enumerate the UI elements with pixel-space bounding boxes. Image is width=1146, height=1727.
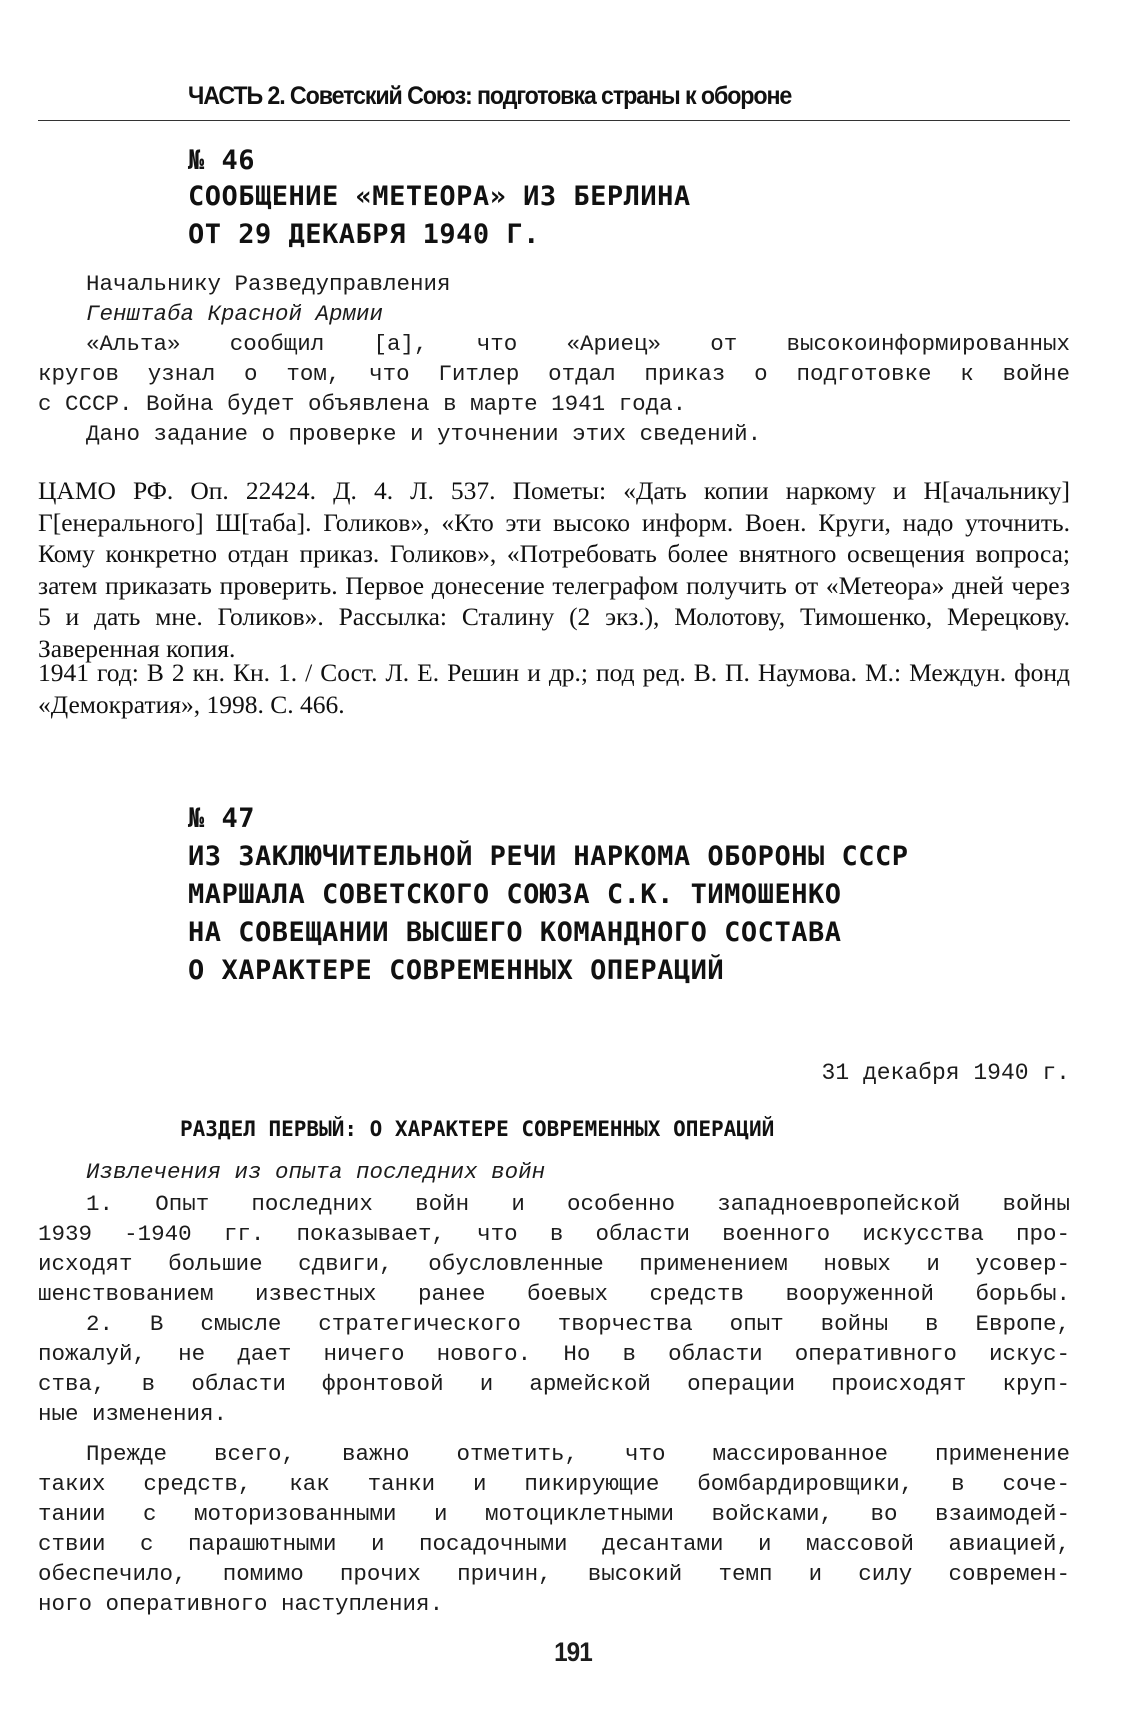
- doc47-para3-line: ствии с парашютными и посадочными десантами и массовой авиацией,: [38, 1531, 1070, 1557]
- doc47-number: № 47: [188, 803, 256, 834]
- doc46-addressee-line2: Генштаба Красной Армии: [86, 301, 384, 327]
- doc47-para2-line: ства, в области фронтовой и армейской операции происходят круп-: [38, 1371, 1070, 1397]
- doc47-para1-line: 1939 -1940 гг. показывает, что в области военного искусства про-: [38, 1221, 1070, 1247]
- doc47-date: 31 декабря 1940 г.: [821, 1060, 1070, 1086]
- doc47-section-heading: РАЗДЕЛ ПЕРВЫЙ: О ХАРАКТЕРЕ СОВРЕМЕННЫХ ОПЕРАЦИЙ: [180, 1117, 775, 1141]
- doc46-body-line: «Альта» сообщил [а], что «Ариец» от высокоинформированных: [86, 331, 1070, 357]
- page-number: 191: [554, 1637, 592, 1667]
- doc46-number: № 46: [188, 145, 256, 176]
- doc47-para2-line: ные изменения.: [38, 1401, 228, 1427]
- doc47-title-line: НА СОВЕЩАНИИ ВЫСШЕГО КОМАНДНОГО СОСТАВА: [188, 917, 842, 948]
- doc46-task-line: Дано задание о проверке и уточнении этих сведений.: [86, 421, 762, 447]
- doc47-para3-line: Прежде всего, важно отметить, что массированное применение: [86, 1441, 1070, 1467]
- doc46-title-line: ОТ 29 ДЕКАБРЯ 1940 Г.: [188, 219, 540, 250]
- doc46-title-line: СООБЩЕНИЕ «МЕТЕОРА» ИЗ БЕРЛИНА: [188, 181, 691, 212]
- doc47-para2-line: 2. В смысле стратегического творчества опыт войны в Европе,: [86, 1311, 1070, 1337]
- doc47-title-line: МАРШАЛА СОВЕТСКОГО СОЮЗА С.К. ТИМОШЕНКО: [188, 879, 842, 910]
- running-head: ЧАСТЬ 2. Советский Союз: подготовка страны к обороне: [188, 82, 792, 110]
- doc47-para3-line: обеспечило, помимо прочих причин, высокий темп и силу современ-: [38, 1561, 1070, 1587]
- doc47-subheading: Извлечения из опыта последних войн: [86, 1159, 546, 1185]
- doc47-para3-line: таких средств, как танки и пикирующие бомбардировщики, в соче-: [38, 1471, 1070, 1497]
- doc47-title-line: ИЗ ЗАКЛЮЧИТЕЛЬНОЙ РЕЧИ НАРКОМА ОБОРОНЫ СССР: [188, 841, 909, 872]
- doc47-para2-line: пожалуй, не дает ничего нового. Но в области оперативного искус-: [38, 1341, 1070, 1367]
- doc46-body-line: кругов узнал о том, что Гитлер отдал приказ о подготовке к войне: [38, 361, 1070, 387]
- doc46-addressee-line1: Начальнику Разведуправления: [86, 271, 451, 297]
- doc46-title: [188, 178, 691, 254]
- doc47-para3-line: ного оперативного наступления.: [38, 1591, 444, 1617]
- doc46-archive-note: ЦАМО РФ. Оп. 22424. Д. 4. Л. 537. Пометы: «Дать копии наркому и Н[ачальнику] Г[енерального] Ш[таба]. Голиков», «Кто эти высоко информ. Воен. Круги, надо уточнить. Кому конкретно отдан приказ. Голиков», «Потребовать более внятного освещения вопроса; затем приказать проверить. Первое донесение телеграфом получить от «Метеора» дней через 5 и дать мне. Голиков». Рассылка: Сталину (2 экз.), Молотову, Тимошенко, Мерецкову. Заверенная копия.: [38, 476, 1070, 663]
- doc46-source-note: 1941 год: В 2 кн. Кн. 1. / Сост. Л. Е. Решин и др.; под ред. В. П. Наумова. М.: Междун. фонд «Демократия», 1998. С. 466.: [38, 658, 1070, 719]
- doc47-para1-line: 1. Опыт последних войн и особенно западноевропейской войны: [86, 1191, 1070, 1217]
- doc47-title: [188, 838, 908, 990]
- doc47-para3-line: тании с моторизованными и мотоциклетными войсками, во взаимодей-: [38, 1501, 1070, 1527]
- doc47-para1-line: исходят большие сдвиги, обусловленные применением новых и усовер-: [38, 1251, 1070, 1277]
- doc47-para1-line: шенствованием известных ранее боевых средств вооруженной борьбы.: [38, 1281, 1070, 1307]
- header-rule: [38, 120, 1070, 121]
- doc46-body-line: с СССР. Война будет объявлена в марте 1941 года.: [38, 391, 687, 417]
- doc47-title-line: О ХАРАКТЕРЕ СОВРЕМЕННЫХ ОПЕРАЦИЙ: [188, 955, 725, 986]
